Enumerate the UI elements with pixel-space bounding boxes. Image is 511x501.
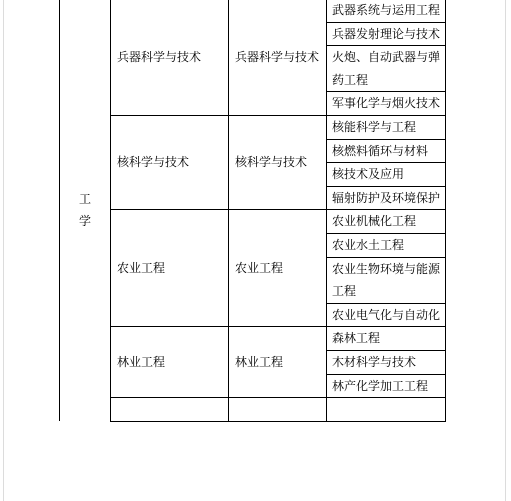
major-cell: 木材科学与技术 [327,350,446,374]
major-cell: 森林工程 [327,327,446,351]
major-cell: 农业电气化与自动化 [327,303,446,327]
class2-cell: 核科学与技术 [229,115,327,209]
table-row [60,210,446,234]
class2-cell: 林业工程 [229,327,327,398]
class2-cell [229,398,327,422]
category-char: 工 [78,192,91,207]
class2-cell: 农业工程 [229,210,327,327]
major-cell: 武器系统与运用工程 [327,0,446,22]
major-cell: 核燃料循环与材料 [327,139,446,163]
major-cell: 林产化学加工工程 [327,374,446,398]
class-cell [111,398,229,422]
major-cell: 军事化学与烟火技术 [327,92,446,116]
major-cell: 辐射防护及环境保护 [327,186,446,210]
category-char: 学 [78,214,91,229]
class-cell: 核科学与技术 [111,115,229,209]
major-cell: 农业生物环境与能源工程 [327,257,446,303]
class-cell: 林业工程 [111,327,229,398]
class-cell: 兵器科学与技术 [111,0,229,115]
major-cell: 兵器发射理论与技术 [327,22,446,46]
table-row [60,398,446,422]
major-cell: 农业机械化工程 [327,210,446,234]
category-cell [60,0,111,421]
major-cell [327,398,446,422]
discipline-table [59,0,446,422]
class-cell: 农业工程 [111,210,229,327]
major-cell: 农业水土工程 [327,233,446,257]
table-row [60,115,446,139]
class2-cell: 兵器科学与技术 [229,0,327,115]
table-row [60,327,446,351]
major-cell: 核技术及应用 [327,163,446,187]
major-cell: 核能科学与工程 [327,115,446,139]
page-edge-left [3,0,4,501]
page-edge-right [505,0,506,501]
table-row [60,0,446,22]
major-cell: 火炮、自动武器与弹药工程 [327,46,446,92]
